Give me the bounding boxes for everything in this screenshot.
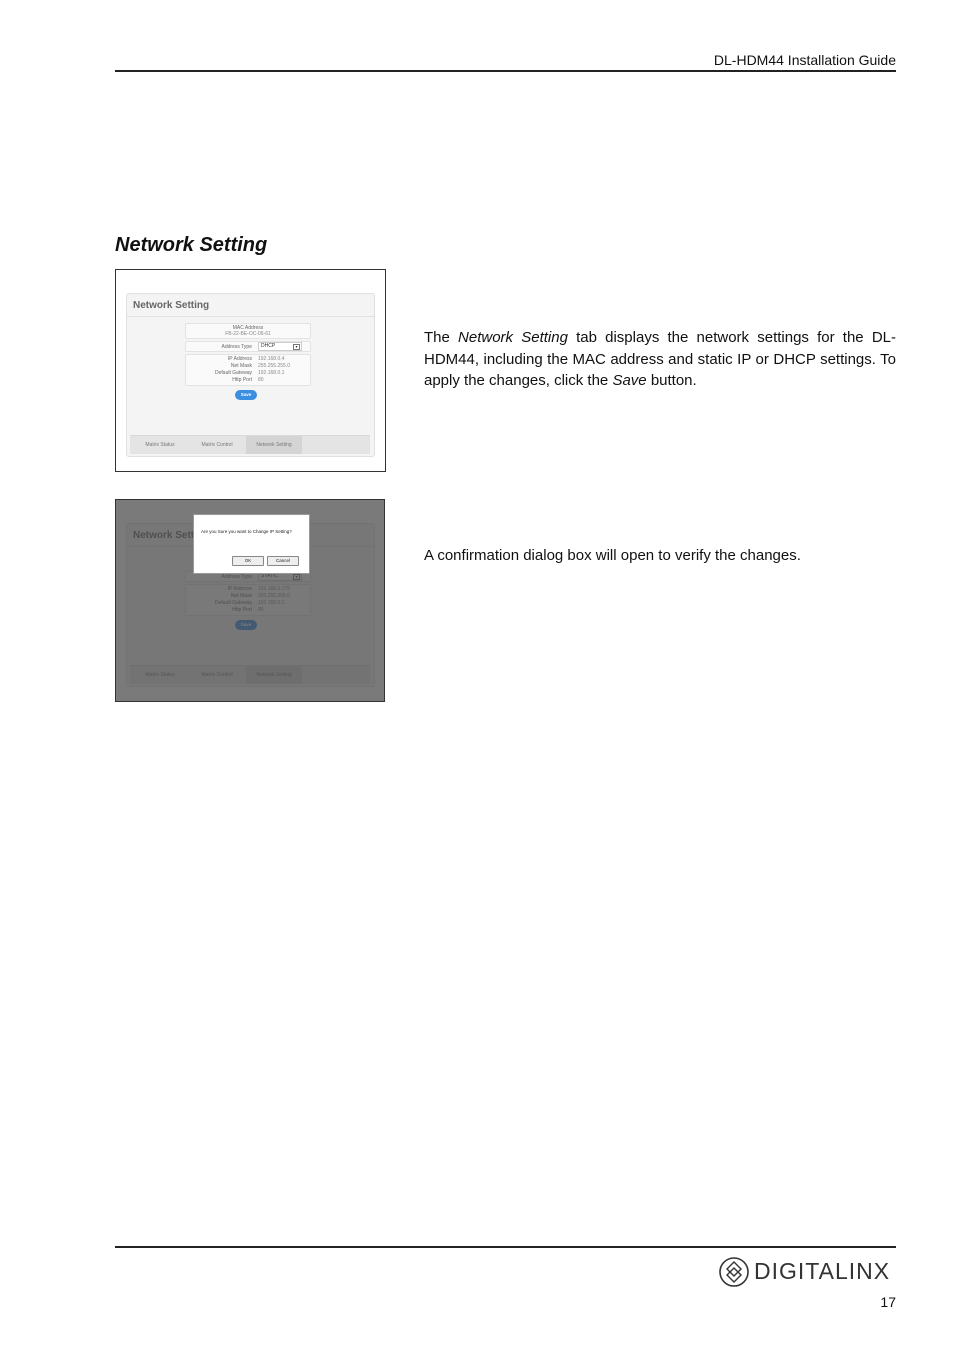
network-setting-panel [126, 293, 375, 457]
section-title: Network Setting [115, 234, 268, 256]
mac-box [185, 323, 311, 339]
ip-field[interactable]: 192.168.0.4 [258, 356, 285, 362]
description-confirmation: A confirmation dialog box will open to verify the changes. [424, 547, 801, 564]
address-type-select[interactable] [258, 342, 302, 351]
digitalinx-logo-icon [718, 1256, 750, 1288]
confirmation-dialog-screenshot [115, 499, 385, 702]
tab-matrix-control[interactable]: Matrix Control [201, 442, 233, 448]
mac-label: MAC Address [232, 325, 264, 331]
chevron-down-icon: ▾ [293, 344, 300, 350]
desc1-italic-tab-name: Network Setting [458, 329, 568, 346]
save-button[interactable]: Save [235, 390, 257, 400]
desc1-part2: tab displays the network settings for the DL-HDM44, including the MAC address and static IP or DHCP settings. To apply the changes, click the [424, 329, 896, 389]
desc1-part3: button. [646, 372, 697, 389]
tab-network-setting[interactable]: Network Setting [246, 436, 302, 454]
panel-title: Network Setting [133, 300, 210, 311]
http-port-label: Http Port [232, 377, 252, 383]
address-type-box [185, 341, 311, 352]
gateway-field[interactable]: 192.168.0.1 [258, 370, 285, 376]
logo-text: DIGITALINX [754, 1258, 891, 1284]
description-network-setting [424, 327, 896, 392]
gateway-label: Default Gateway [215, 370, 252, 376]
network-setting-screenshot [115, 269, 386, 472]
header-title: DL-HDM44 Installation Guide [713, 52, 896, 68]
ip-settings-box [185, 354, 311, 386]
header-rule [115, 70, 896, 72]
netmask-label: Net Mask [230, 363, 252, 369]
ip-label: IP Address [227, 356, 252, 362]
confirm-dialog [193, 514, 310, 574]
page-number: 17 [880, 1294, 896, 1310]
digitalinx-logo [718, 1256, 898, 1288]
netmask-field[interactable]: 255.255.255.0 [258, 363, 290, 369]
cancel-button[interactable]: Cancel [267, 556, 299, 566]
http-port-field[interactable]: 80 [258, 377, 264, 383]
address-type-value: DHCP [261, 343, 276, 349]
tab-bar [130, 435, 370, 454]
address-type-label: Address Type [221, 344, 252, 350]
panel-divider [127, 316, 374, 317]
mac-value: FB-22-BE-OC-06-61 [225, 331, 271, 337]
dialog-message: Are you Sure you want to Change IP Setting? [201, 529, 292, 534]
desc1-part1: The [424, 329, 459, 346]
tab-matrix-status[interactable]: Matrix Status [145, 442, 175, 448]
desc1-italic-save: Save [612, 372, 647, 389]
footer-rule [115, 1246, 896, 1248]
ok-button[interactable]: OK [232, 556, 264, 566]
